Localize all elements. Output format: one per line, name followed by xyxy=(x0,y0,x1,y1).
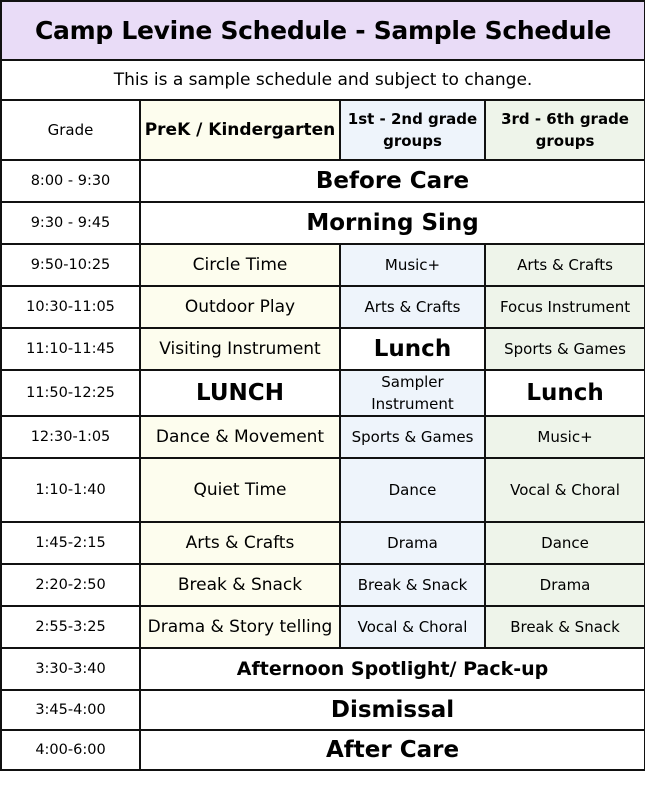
schedule-row xyxy=(1,606,645,648)
grade-1-2-activity: Arts & Crafts xyxy=(340,286,485,328)
grade-1-2-activity: Sports & Games xyxy=(340,416,485,458)
grade-3-6-activity: Vocal & Choral xyxy=(485,458,645,522)
grade-1-2-header-text: 1st - 2nd grade groups xyxy=(347,110,478,150)
schedule-row xyxy=(1,286,645,328)
grade-1-2-activity: Break & Snack xyxy=(340,564,485,606)
time-cell: 2:55-3:25 xyxy=(1,606,140,648)
schedule-row xyxy=(1,328,645,370)
page-title: Camp Levine Schedule - Sample Schedule xyxy=(1,1,645,60)
grade-1-2-header xyxy=(340,100,485,160)
schedule-row xyxy=(1,370,645,416)
time-cell: 9:30 - 9:45 xyxy=(1,202,140,244)
time-cell: 4:00-6:00 xyxy=(1,730,140,770)
time-cell: 1:45-2:15 xyxy=(1,522,140,564)
prek-activity: Arts & Crafts xyxy=(140,522,340,564)
prek-activity: Break & Snack xyxy=(140,564,340,606)
prek-activity: Quiet Time xyxy=(140,458,340,522)
schedule-row xyxy=(1,202,645,244)
grade-1-2-activity: Music+ xyxy=(340,244,485,286)
grade-3-6-header xyxy=(485,100,645,160)
schedule-row xyxy=(1,160,645,202)
grade-header: Grade xyxy=(1,100,140,160)
grade-1-2-activity xyxy=(340,370,485,416)
time-cell: 11:50-12:25 xyxy=(1,370,140,416)
lunch-label: LUNCH xyxy=(196,380,284,406)
prek-activity xyxy=(140,370,340,416)
prek-header: PreK / Kindergarten xyxy=(140,100,340,160)
all-groups-activity: After Care xyxy=(140,730,645,770)
all-groups-activity: Afternoon Spotlight/ Pack-up xyxy=(140,648,645,690)
time-cell: 10:30-11:05 xyxy=(1,286,140,328)
grade-3-6-activity: Dance xyxy=(485,522,645,564)
time-cell: 3:30-3:40 xyxy=(1,648,140,690)
time-cell: 11:10-11:45 xyxy=(1,328,140,370)
time-cell: 12:30-1:05 xyxy=(1,416,140,458)
schedule-row xyxy=(1,648,645,690)
grade-3-6-activity: Focus Instrument xyxy=(485,286,645,328)
grade-3-6-activity xyxy=(485,370,645,416)
lunch-label: Lunch xyxy=(526,380,604,406)
grade-3-6-activity: Drama xyxy=(485,564,645,606)
grade-1-2-activity xyxy=(340,328,485,370)
schedule-row xyxy=(1,458,645,522)
time-cell: 9:50-10:25 xyxy=(1,244,140,286)
schedule-row xyxy=(1,690,645,730)
prek-activity: Circle Time xyxy=(140,244,340,286)
grade-1-2-activity: Dance xyxy=(340,458,485,522)
time-cell: 8:00 - 9:30 xyxy=(1,160,140,202)
grade-3-6-activity: Sports & Games xyxy=(485,328,645,370)
all-groups-activity: Before Care xyxy=(140,160,645,202)
schedule-row xyxy=(1,244,645,286)
grade-3-6-activity: Music+ xyxy=(485,416,645,458)
schedule-row xyxy=(1,564,645,606)
grade-1-2-activity: Vocal & Choral xyxy=(340,606,485,648)
prek-activity: Dance & Movement xyxy=(140,416,340,458)
sampler-instrument-text: Sampler Instrument xyxy=(371,373,454,413)
grade-3-6-header-text: 3rd - 6th grade groups xyxy=(501,110,629,150)
prek-activity: Outdoor Play xyxy=(140,286,340,328)
schedule-row xyxy=(1,416,645,458)
grade-3-6-activity: Break & Snack xyxy=(485,606,645,648)
all-groups-activity: Morning Sing xyxy=(140,202,645,244)
schedule-row xyxy=(1,522,645,564)
time-cell: 1:10-1:40 xyxy=(1,458,140,522)
subtitle: This is a sample schedule and subject to change. xyxy=(1,60,645,100)
lunch-label: Lunch xyxy=(373,336,452,362)
prek-activity: Visiting Instrument xyxy=(140,328,340,370)
grade-1-2-activity: Drama xyxy=(340,522,485,564)
all-groups-activity: Dismissal xyxy=(140,690,645,730)
grade-3-6-activity: Arts & Crafts xyxy=(485,244,645,286)
time-cell: 2:20-2:50 xyxy=(1,564,140,606)
schedule-row xyxy=(1,730,645,770)
prek-activity: Drama & Story telling xyxy=(140,606,340,648)
time-cell: 3:45-4:00 xyxy=(1,690,140,730)
